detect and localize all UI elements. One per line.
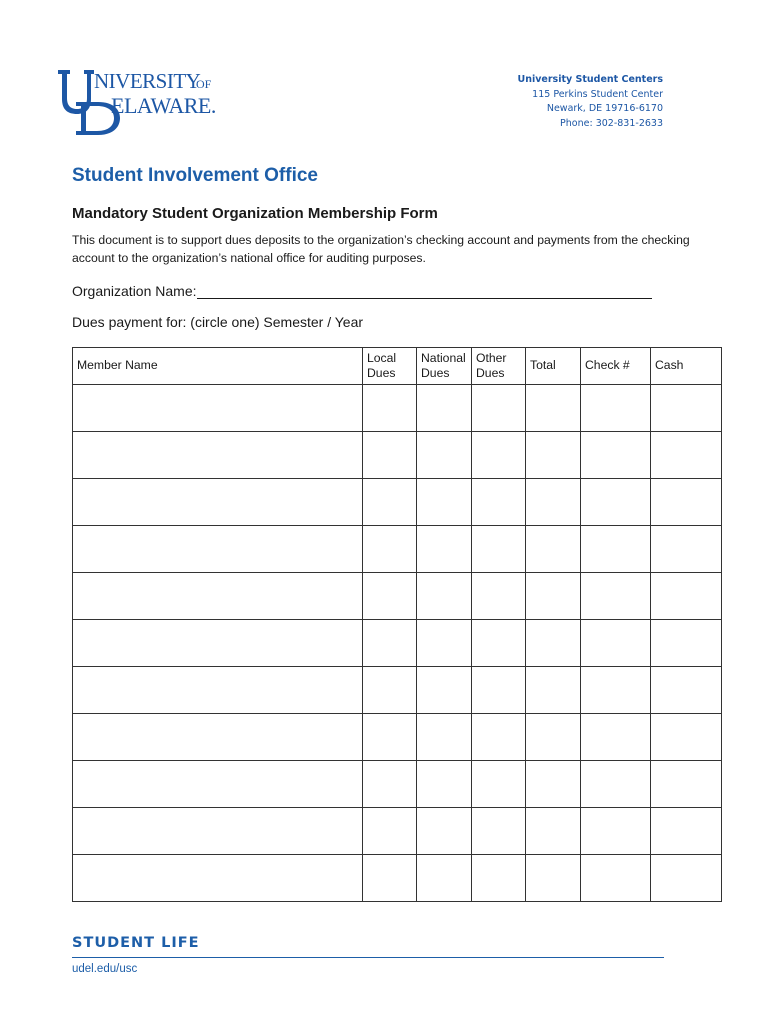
cell-national-dues[interactable]	[417, 573, 472, 620]
cell-member-name[interactable]	[73, 432, 363, 479]
cell-check-number[interactable]	[581, 432, 651, 479]
header-other-dues	[472, 348, 526, 385]
cell-other-dues[interactable]	[472, 855, 526, 902]
cell-cash[interactable]	[651, 667, 722, 714]
table-row	[73, 432, 722, 479]
cell-total[interactable]	[526, 667, 581, 714]
cell-national-dues[interactable]	[417, 855, 472, 902]
cell-national-dues[interactable]	[417, 667, 472, 714]
cell-cash[interactable]	[651, 620, 722, 667]
cell-other-dues[interactable]	[472, 573, 526, 620]
footer-divider	[72, 957, 664, 958]
cell-check-number[interactable]	[581, 385, 651, 432]
cell-local-dues[interactable]	[363, 667, 417, 714]
cell-check-number[interactable]	[581, 808, 651, 855]
cell-cash[interactable]	[651, 714, 722, 761]
cell-national-dues[interactable]	[417, 620, 472, 667]
membership-table-body	[73, 385, 722, 902]
cell-cash[interactable]	[651, 385, 722, 432]
footer-brand: STUDENT LIFE	[72, 935, 200, 951]
cell-other-dues[interactable]	[472, 667, 526, 714]
cell-total[interactable]	[526, 855, 581, 902]
header-local-dues-line1: Local	[367, 351, 397, 365]
organization-name-field[interactable]	[197, 282, 652, 299]
header-cash: Cash	[651, 348, 722, 385]
dues-payment-row: Dues payment for: (circle one) Semester / Year	[72, 314, 364, 330]
cell-total[interactable]	[526, 432, 581, 479]
form-title: Mandatory Student Organization Membership Form	[72, 205, 438, 222]
cell-member-name[interactable]	[73, 385, 363, 432]
header-other-dues-line2: Dues	[476, 366, 505, 380]
svg-text:NIVERSITY: NIVERSITY	[94, 69, 201, 93]
cell-total[interactable]	[526, 761, 581, 808]
cell-member-name[interactable]	[73, 761, 363, 808]
contact-org: University Student Centers	[517, 74, 663, 85]
header-national-dues	[417, 348, 472, 385]
cell-cash[interactable]	[651, 761, 722, 808]
svg-text:OF: OF	[196, 77, 212, 91]
cell-other-dues[interactable]	[472, 526, 526, 573]
header-check-number: Check #	[581, 348, 651, 385]
cell-check-number[interactable]	[581, 761, 651, 808]
cell-other-dues[interactable]	[472, 385, 526, 432]
table-header-row	[73, 348, 722, 385]
cell-member-name[interactable]	[73, 526, 363, 573]
cell-member-name[interactable]	[73, 667, 363, 714]
cell-national-dues[interactable]	[417, 714, 472, 761]
contact-block	[517, 73, 663, 131]
svg-text:ELAWARE.: ELAWARE.	[111, 93, 216, 118]
cell-total[interactable]	[526, 385, 581, 432]
table-row	[73, 573, 722, 620]
table-row	[73, 526, 722, 573]
cell-total[interactable]	[526, 714, 581, 761]
header-local-dues-line2: Dues	[367, 366, 396, 380]
cell-cash[interactable]	[651, 432, 722, 479]
contact-city: Newark, DE 19716-6170	[546, 103, 663, 114]
cell-local-dues[interactable]	[363, 620, 417, 667]
cell-cash[interactable]	[651, 808, 722, 855]
header-local-dues	[363, 348, 417, 385]
cell-local-dues[interactable]	[363, 432, 417, 479]
organization-name-label: Organization Name:	[72, 283, 197, 299]
table-row	[73, 808, 722, 855]
form-description: This document is to support dues deposits to the organization’s checking account and payments from the checking account to the organization’s national office for auditing purposes.	[72, 233, 690, 265]
cell-other-dues[interactable]	[472, 620, 526, 667]
cell-local-dues[interactable]	[363, 479, 417, 526]
cell-local-dues[interactable]	[363, 808, 417, 855]
table-row	[73, 620, 722, 667]
cell-local-dues[interactable]	[363, 714, 417, 761]
cell-check-number[interactable]	[581, 526, 651, 573]
header-member-name: Member Name	[73, 348, 363, 385]
cell-total[interactable]	[526, 620, 581, 667]
cell-other-dues[interactable]	[472, 761, 526, 808]
university-logo	[56, 66, 221, 136]
cell-national-dues[interactable]	[417, 432, 472, 479]
cell-cash[interactable]	[651, 479, 722, 526]
header-national-dues-line2: Dues	[421, 366, 450, 380]
table-row	[73, 479, 722, 526]
cell-local-dues[interactable]	[363, 526, 417, 573]
university-of-delaware-logo	[56, 66, 221, 136]
cell-other-dues[interactable]	[472, 432, 526, 479]
cell-check-number[interactable]	[581, 714, 651, 761]
contact-address: 115 Perkins Student Center	[532, 88, 663, 100]
cell-member-name[interactable]	[73, 479, 363, 526]
header-other-dues-line1: Other	[476, 351, 507, 365]
cell-member-name[interactable]	[73, 573, 363, 620]
cell-other-dues[interactable]	[472, 808, 526, 855]
cell-national-dues[interactable]	[417, 385, 472, 432]
cell-other-dues[interactable]	[472, 479, 526, 526]
cell-check-number[interactable]	[581, 620, 651, 667]
cell-local-dues[interactable]	[363, 855, 417, 902]
cell-check-number[interactable]	[581, 573, 651, 620]
cell-member-name[interactable]	[73, 620, 363, 667]
cell-total[interactable]	[526, 479, 581, 526]
cell-total[interactable]	[526, 526, 581, 573]
organization-name-row	[72, 282, 652, 299]
table-row	[73, 385, 722, 432]
membership-table	[72, 347, 722, 902]
cell-national-dues[interactable]	[417, 761, 472, 808]
footer-url[interactable]: udel.edu/usc	[72, 963, 138, 975]
cell-other-dues[interactable]	[472, 714, 526, 761]
contact-phone: Phone: 302-831-2633	[560, 117, 663, 129]
cell-local-dues[interactable]	[363, 573, 417, 620]
cell-local-dues[interactable]	[363, 761, 417, 808]
cell-total[interactable]	[526, 573, 581, 620]
cell-total[interactable]	[526, 808, 581, 855]
cell-national-dues[interactable]	[417, 526, 472, 573]
table-row	[73, 761, 722, 808]
header-total: Total	[526, 348, 581, 385]
header-national-dues-line1: National	[421, 351, 466, 365]
cell-national-dues[interactable]	[417, 808, 472, 855]
cell-member-name[interactable]	[73, 714, 363, 761]
cell-cash[interactable]	[651, 526, 722, 573]
cell-member-name[interactable]	[73, 808, 363, 855]
cell-check-number[interactable]	[581, 855, 651, 902]
cell-local-dues[interactable]	[363, 385, 417, 432]
table-row	[73, 667, 722, 714]
cell-cash[interactable]	[651, 855, 722, 902]
cell-cash[interactable]	[651, 573, 722, 620]
cell-national-dues[interactable]	[417, 479, 472, 526]
cell-check-number[interactable]	[581, 667, 651, 714]
cell-check-number[interactable]	[581, 479, 651, 526]
cell-member-name[interactable]	[73, 855, 363, 902]
table-row	[73, 855, 722, 902]
office-title: Student Involvement Office	[72, 165, 318, 186]
table-row	[73, 714, 722, 761]
